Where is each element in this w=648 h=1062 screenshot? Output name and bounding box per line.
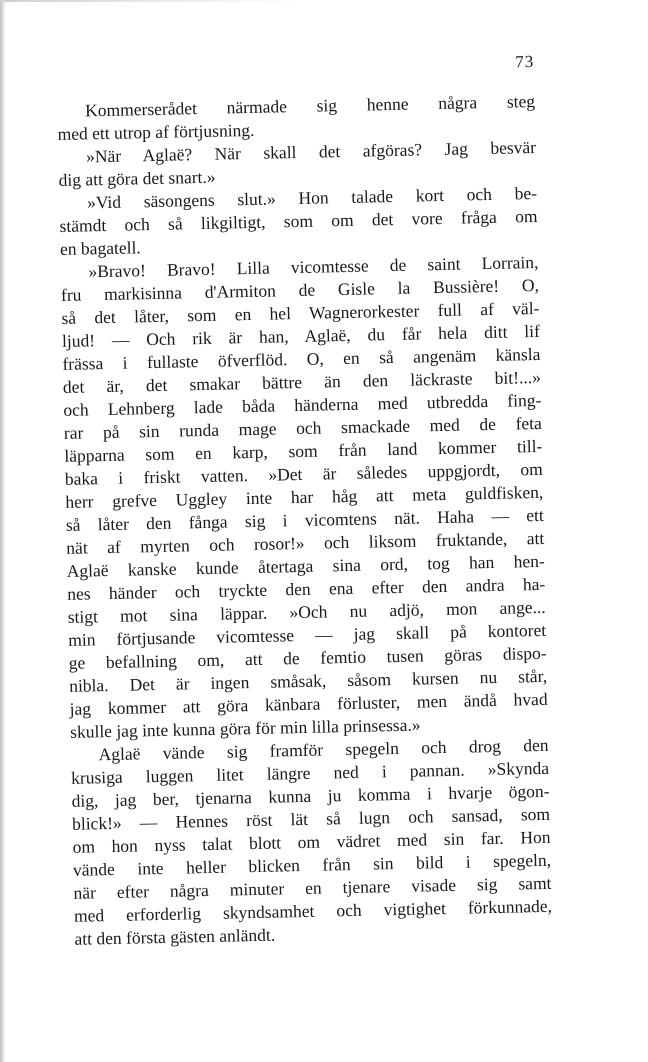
text-line: så det låter, som en hel Wagnerorkester full af väl- — [61, 297, 540, 328]
text-line: nät af myrten och rosor!» och liksom fruktande, att — [66, 527, 545, 558]
text-line: Aglaë vände sig framför spegeln och drog den — [98, 734, 549, 765]
text-line: så låter den fånga sig i vicomtens nät. Haha — ett — [65, 504, 544, 535]
text-line: och Lehnberg lade båda händerna med utbredda fing- — [63, 389, 542, 420]
text-line: herr grefve Uggley inte har håg att meta guldfisken, — [65, 481, 544, 512]
text-line: med erforderlig skyndsamhet och vigtighet förkunnade, — [73, 895, 553, 926]
text-line: krusiga luggen litet längre ned i pannan. »Skynda — [70, 757, 550, 788]
text-line: med ett utrop af förtjusning. — [57, 119, 255, 144]
text-line: ge befallning om, att de femtio tusen göras dispo- — [68, 642, 547, 673]
text-line: det är, det smakar bättre än den läckraste bit!...» — [62, 366, 542, 397]
text-line: stämdt och så likgiltigt, som om det vore fråga om — [59, 205, 538, 236]
text-line: »När Aglaë? När skall det afgöras? Jag besvär — [85, 136, 537, 167]
text-line: baka i friskt vatten. »Det är således uppgjordt, om — [64, 458, 543, 489]
text-line: dig, jag ber, tjenarna kunna ju komma i hvarje ögon- — [71, 780, 550, 811]
page-top-edge — [0, 0, 300, 2]
text-line: jag kommer att göra känbara förluster, men ändå hvad — [69, 688, 548, 719]
text-line: min förtjusande vicomtesse — jag skall på kontoret — [68, 619, 547, 650]
text-line: nibla. Det är ingen småsak, såsom kursen nu står, — [68, 665, 548, 696]
book-page — [56, 46, 553, 949]
page-number: 73 — [515, 51, 535, 72]
text-line: »Vid säsongens slut.» Hon talade kort och be- — [86, 182, 538, 213]
text-line: frässa i fullaste öfverflöd. O, en så angenäm känsla — [62, 343, 541, 374]
text-line: en bagatell. — [59, 237, 141, 259]
text-line: vände inte heller blicken från sin bild i spegeln, — [72, 849, 552, 880]
text-line: stigt mot sina läppar. »Och nu adjö, mon ange... — [67, 596, 546, 627]
page-body-text — [57, 90, 553, 951]
text-line: nes händer och tryckte den ena efter den andra ha- — [67, 573, 546, 604]
text-line: när efter några minuter en tjenare visade sig samt — [73, 872, 552, 903]
text-line: rar på sin runda mage och smackade med de feta — [63, 412, 542, 443]
text-line: »Bravo! Bravo! Lilla vicomtesse de saint Lorrain, — [88, 251, 539, 282]
text-line: ljud! — Och rik är han, Aglaë, du får hela ditt lif — [61, 320, 541, 351]
text-line: Kommerserådet närmade sig henne några steg — [84, 90, 536, 121]
text-line: Aglaë kanske kunde återtaga sina ord, tog han hen- — [66, 550, 545, 581]
text-line: blick!» — Hennes röst lät så lugn och sansad, som — [71, 803, 551, 834]
text-line: läpparna som en karp, som från land kommer till- — [64, 435, 543, 466]
text-line: skulle jag inte kunna göra för min lilla prinsessa.» — [69, 714, 421, 742]
text-line: dig att göra det snart.» — [58, 166, 216, 190]
text-line: att den första gästen anländt. — [74, 924, 276, 949]
text-line: fru markisinna d'Armiton de Gisle la Bussière! O, — [60, 274, 540, 305]
page-edge-shadow — [0, 0, 6, 1062]
text-line: om hon nyss talat blott om vädret med sin far. Hon — [72, 826, 551, 857]
